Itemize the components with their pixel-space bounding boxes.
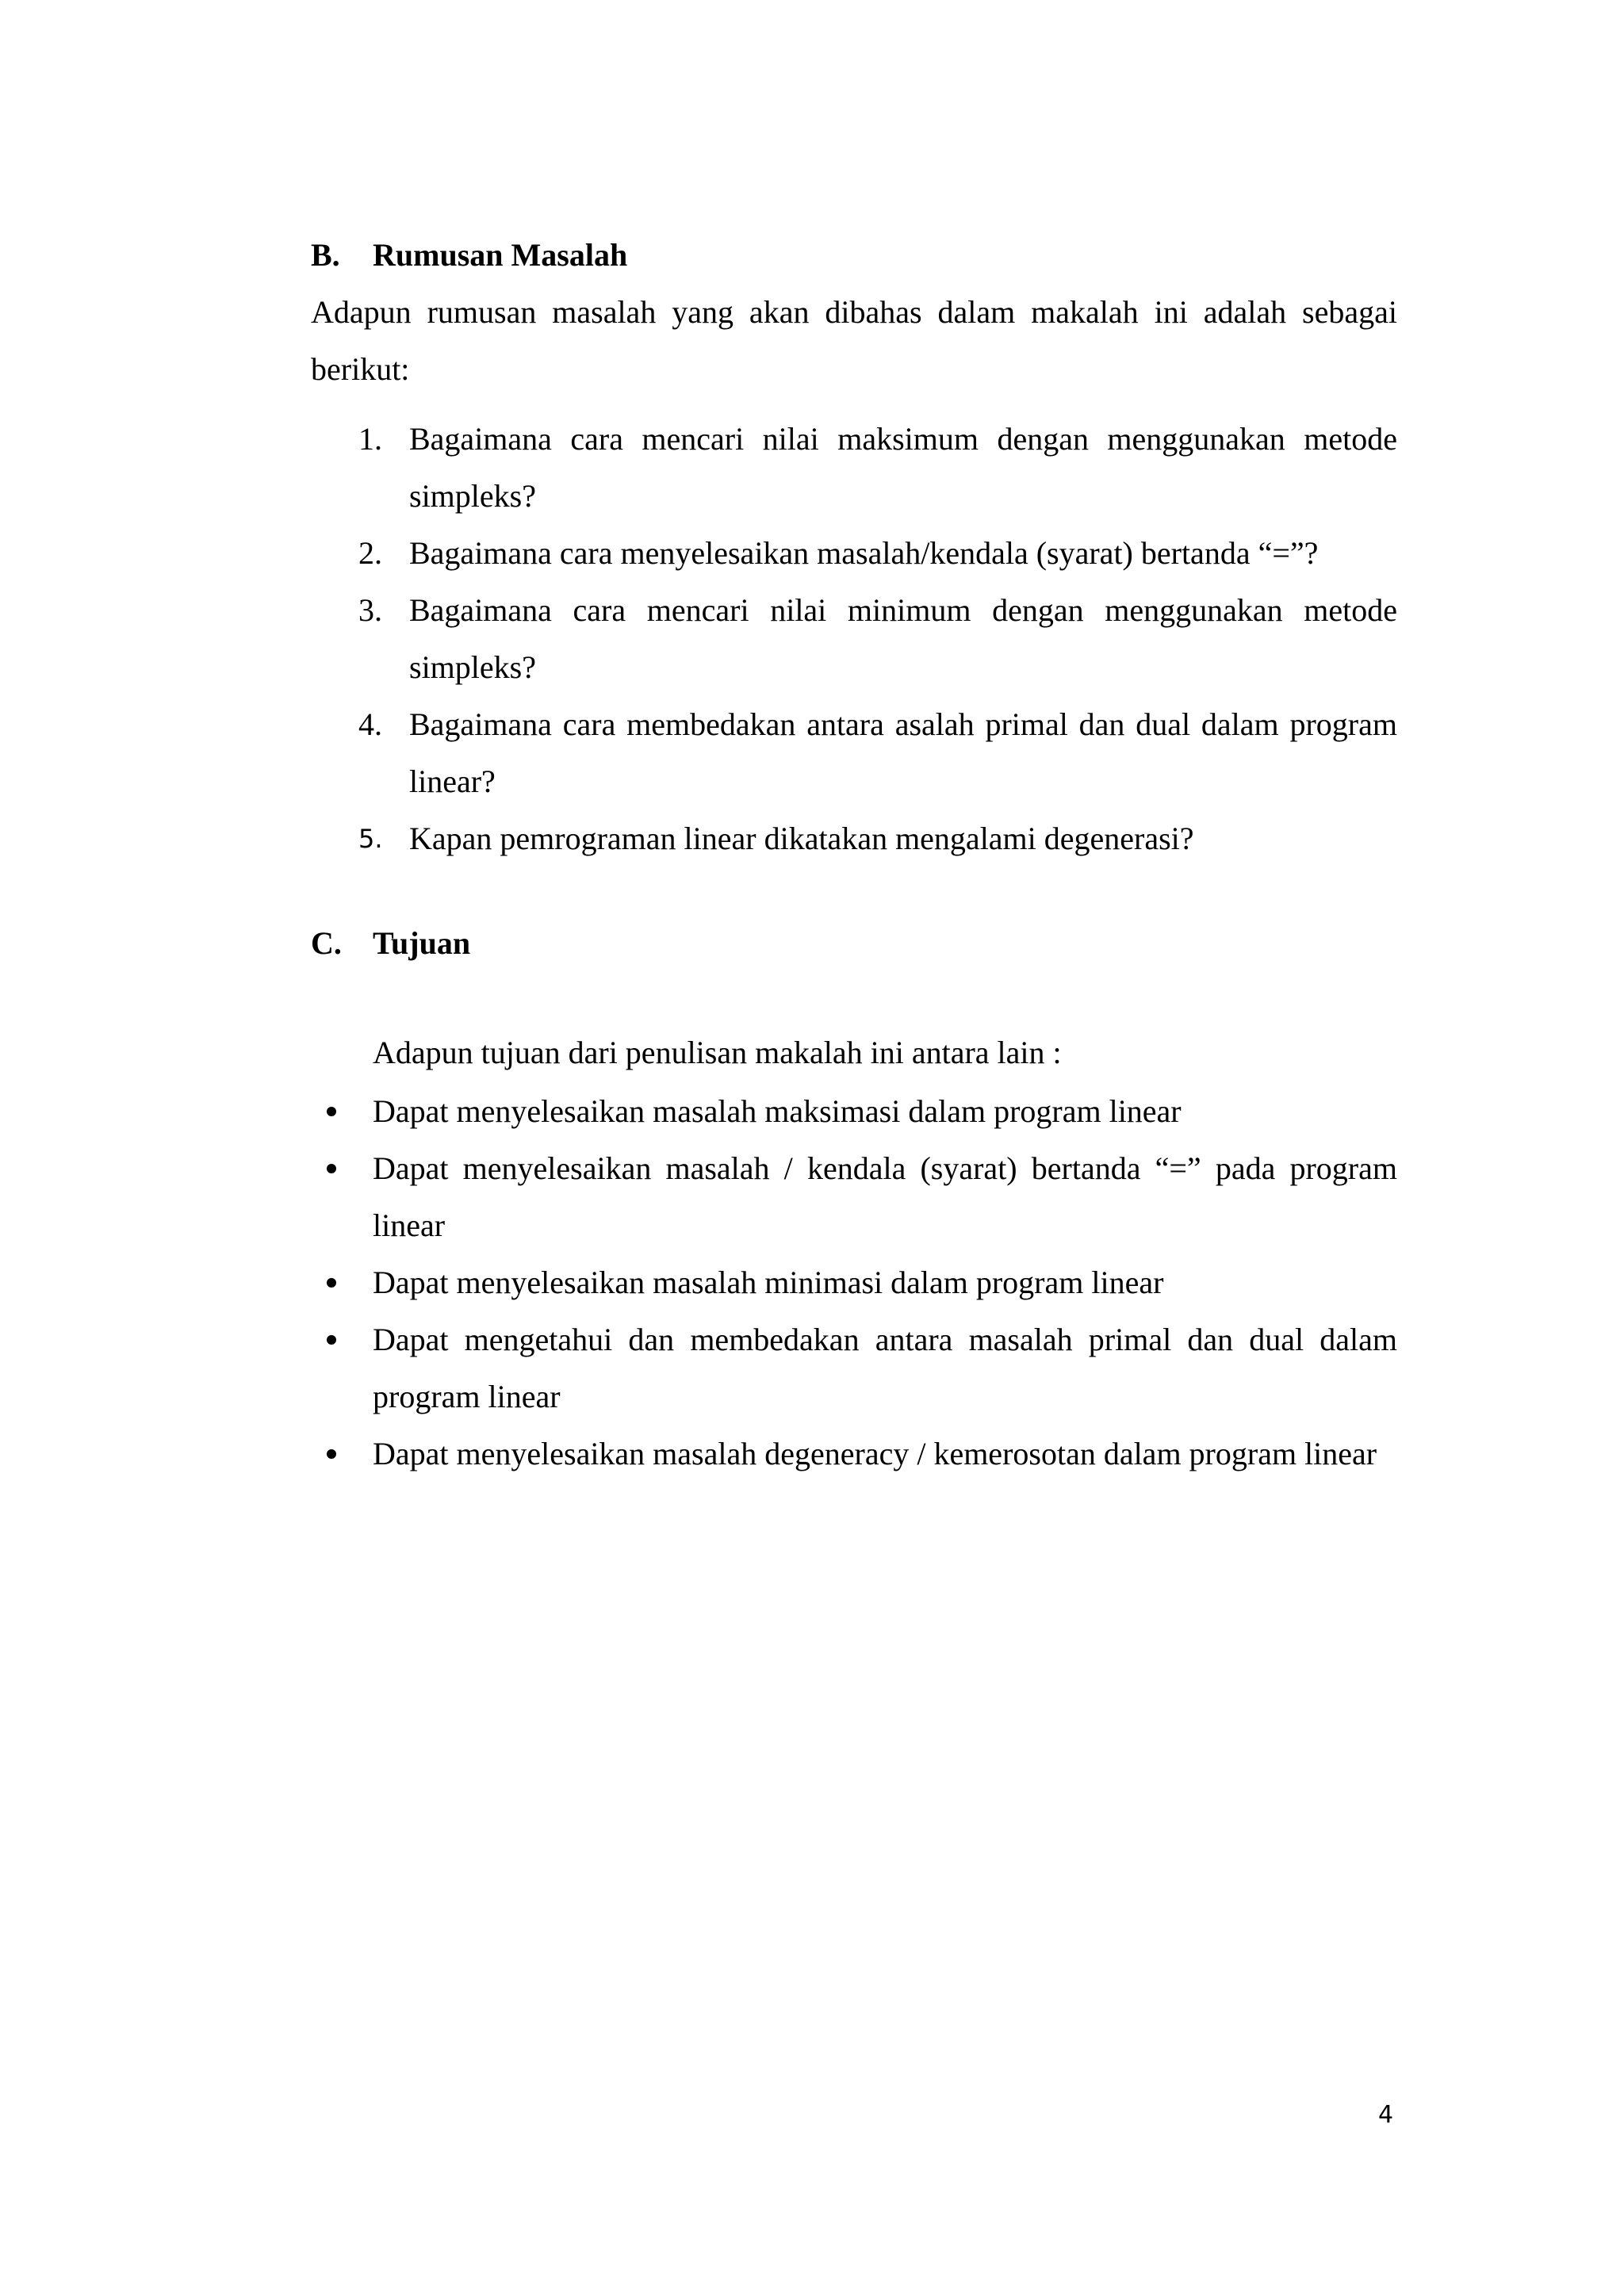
bullet-icon bbox=[311, 1254, 373, 1311]
bullet-item bbox=[311, 1425, 1397, 1483]
list-item-text: Bagaimana cara mencari nilai minimum dengan menggunakan metode simpleks? bbox=[409, 592, 1397, 685]
page-content bbox=[311, 227, 1397, 1483]
bullet-icon bbox=[311, 1140, 373, 1254]
bullet-icon bbox=[311, 1425, 373, 1483]
list-item-text: Kapan pemrograman linear dikatakan mengalami degenerasi? bbox=[409, 821, 1194, 856]
bullet-item-text: Dapat menyelesaikan masalah degeneracy / kemerosotan dalam program linear bbox=[373, 1436, 1377, 1471]
bullet-item bbox=[311, 1254, 1397, 1311]
list-item bbox=[311, 810, 1397, 867]
section-c-heading bbox=[311, 915, 1397, 972]
bullet-item bbox=[311, 1311, 1397, 1425]
list-item-number: 4. bbox=[358, 706, 382, 742]
list-item-text: Bagaimana cara membedakan antara asalah primal dan dual dalam program linear? bbox=[409, 706, 1397, 799]
section-b-intro: Adapun rumusan masalah yang akan dibahas dalam makalah ini adalah sebagai berikut: bbox=[311, 294, 1397, 387]
list-item bbox=[311, 696, 1397, 810]
tujuan-list bbox=[311, 1083, 1397, 1483]
bullet-item bbox=[311, 1140, 1397, 1254]
rumusan-masalah-list bbox=[311, 411, 1397, 867]
list-item-text: Bagaimana cara mencari nilai maksimum dengan menggunakan metode simpleks? bbox=[409, 421, 1397, 514]
bullet-item bbox=[311, 1083, 1397, 1140]
bullet-item-text: Dapat menyelesaikan masalah / kendala (syarat) bertanda “=” pada program linear bbox=[373, 1150, 1397, 1243]
list-item bbox=[311, 582, 1397, 696]
list-item-text: Bagaimana cara menyelesaikan masalah/kendala (syarat) bertanda “=”? bbox=[409, 535, 1319, 571]
list-item bbox=[311, 411, 1397, 525]
page-number: 4 bbox=[1378, 2101, 1394, 2129]
list-item-number: 5. bbox=[358, 824, 383, 854]
bullet-item-text: Dapat menyelesaikan masalah minimasi dalam program linear bbox=[373, 1265, 1164, 1300]
list-item bbox=[311, 525, 1397, 582]
list-item-number: 2. bbox=[358, 535, 382, 571]
list-item-number: 1. bbox=[358, 421, 382, 457]
section-b-heading bbox=[311, 227, 1397, 284]
section-c-title: Tujuan bbox=[373, 925, 471, 961]
bullet-icon bbox=[311, 1311, 373, 1425]
bullet-item-text: Dapat menyelesaikan masalah maksimasi dalam program linear bbox=[373, 1093, 1182, 1129]
section-b-title: Rumusan Masalah bbox=[373, 237, 628, 273]
section-b-letter: B. bbox=[311, 237, 340, 273]
bullet-item-text: Dapat mengetahui dan membedakan antara masalah primal dan dual dalam program linear bbox=[373, 1322, 1397, 1414]
list-item-number: 3. bbox=[358, 592, 382, 628]
section-c-letter: C. bbox=[311, 925, 342, 961]
bullet-icon bbox=[311, 1083, 373, 1140]
section-c-intro: Adapun tujuan dari penulisan makalah ini antara lain : bbox=[373, 1035, 1062, 1070]
